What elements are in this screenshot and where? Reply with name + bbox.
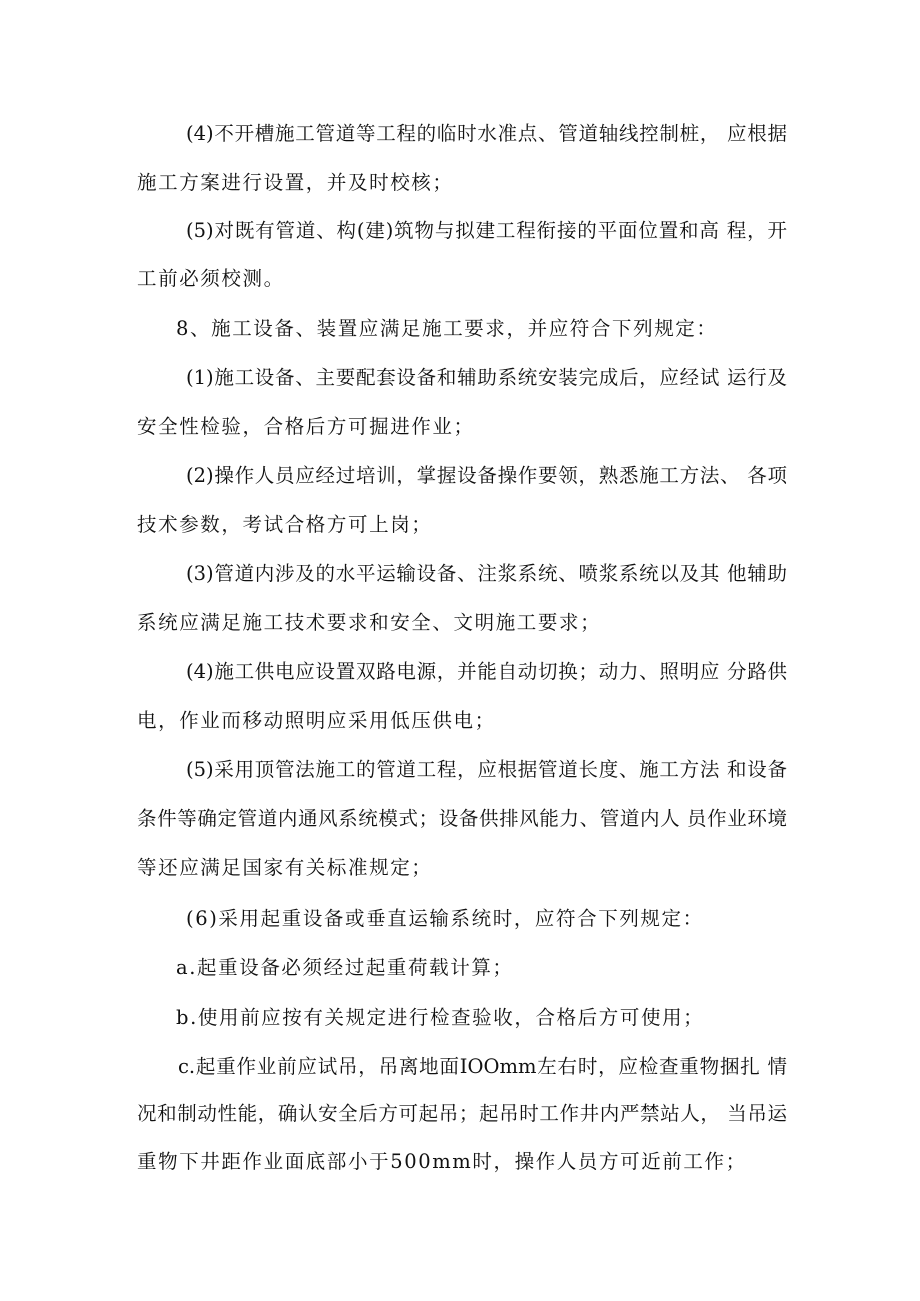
paragraph-line: (1)施工设备、主要配套设备和辅助系统安装完成后，应经试 运行及 (186, 366, 787, 389)
paragraph-line: (6)采用起重设备或垂直运输系统时，应符合下列规定： (186, 907, 704, 930)
paragraph-line: 施工方案进行设置，并及时校核； (137, 171, 454, 194)
list-item: c.起重作业前应试吊，吊离地面IOOmm左右时，应检查重物捆扎 情 (178, 1055, 787, 1078)
paragraph-line: 技术参数，考试合格方可上岗； (137, 513, 433, 536)
list-item: a.起重设备必须经过起重荷载计算； (176, 956, 514, 979)
paragraph-line: 安全性检验，合格后方可掘进作业； (137, 415, 475, 438)
paragraph-line: 工前必须校测。 (137, 267, 285, 290)
paragraph-line: (3)管道内涉及的水平运输设备、注浆系统、喷浆系统以及其 他辅助 (186, 562, 787, 585)
list-item: b.使用前应按有关规定进行检查验收，合格后方可使用； (176, 1006, 705, 1029)
paragraph-line: 等还应满足国家有关标准规定； (137, 856, 433, 879)
section-heading: 8、施工设备、装置应满足施工要求，并应符合下列规定： (176, 317, 718, 340)
paragraph-line: 电，作业而移动照明应采用低压供电； (137, 709, 496, 732)
paragraph-line: 重物下井距作业面底部小于500mm时，操作人员方可近前工作； (137, 1150, 747, 1173)
paragraph-line: (4)施工供电应设置双路电源，并能自动切换；动力、照明应 分路供 (186, 660, 787, 683)
paragraph-line: (2)操作人员应经过培训，掌握设备操作要领，熟悉施工方法、 各项 (186, 464, 787, 487)
paragraph-line: (5)对既有管道、构(建)筑物与拟建工程衔接的平面位置和高 程，开 (186, 219, 787, 242)
paragraph-line: 系统应满足施工技术要求和安全、文明施工要求； (137, 611, 602, 634)
paragraph-line: 条件等确定管道内通风系统模式；设备供排风能力、管道内人 员作业环境 (137, 807, 787, 830)
paragraph-line: (5)采用顶管法施工的管道工程，应根据管道长度、施工方法 和设备 (186, 758, 787, 781)
paragraph-line: (4)不开槽施工管道等工程的临时水准点、管道轴线控制桩， 应根据 (186, 122, 787, 145)
paragraph-line: 况和制动性能，确认安全后方可起吊；起吊时工作井内严禁站人， 当吊运 (137, 1102, 787, 1125)
